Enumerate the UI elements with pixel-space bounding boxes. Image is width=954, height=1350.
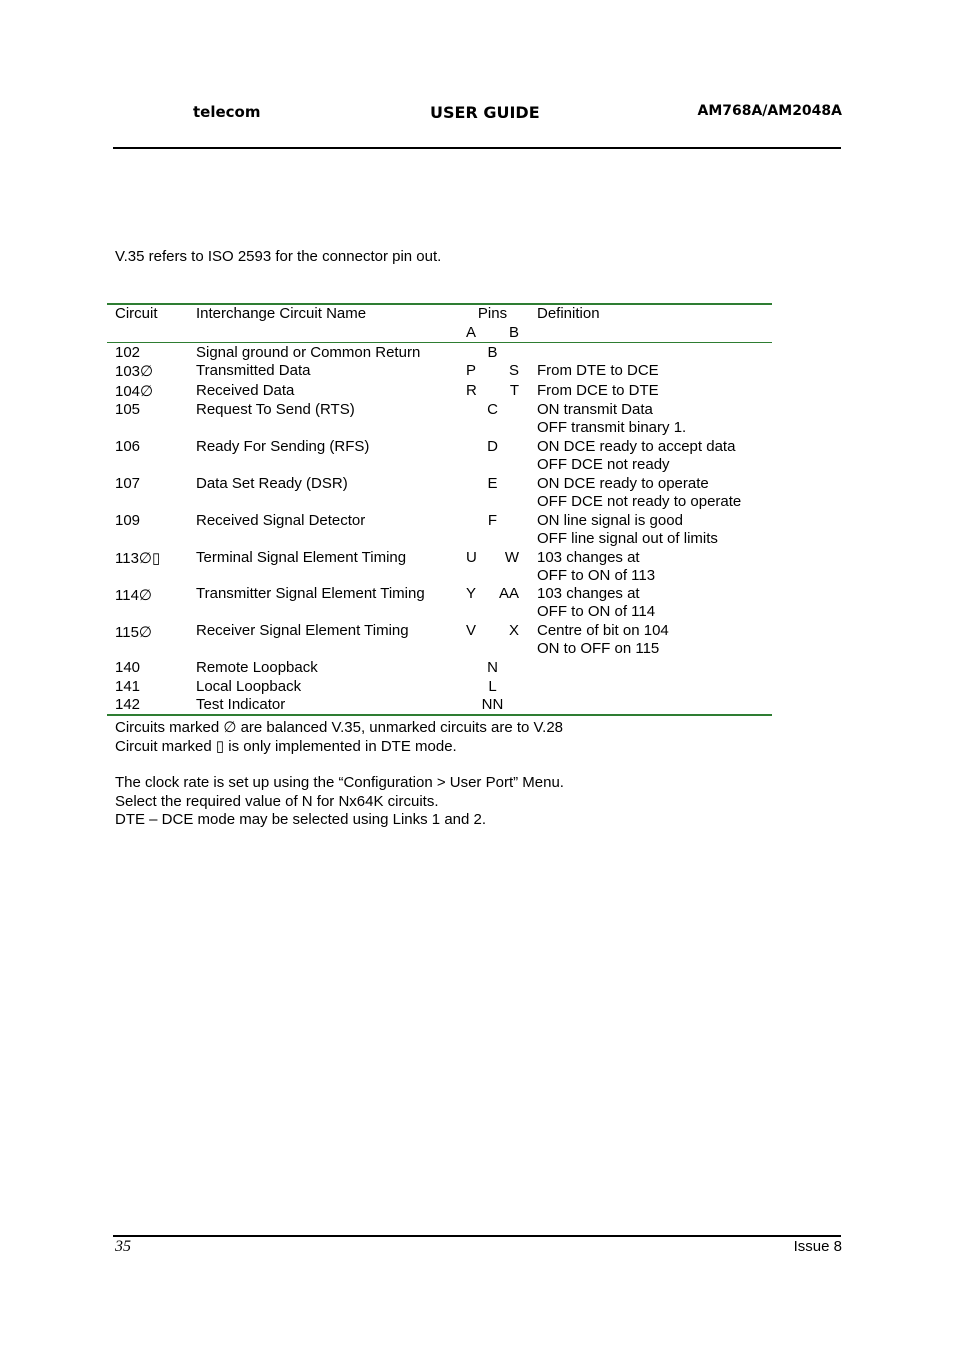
table-cell-definition: From DTE to DCE (537, 362, 659, 379)
table-cell-pin-b: X (508, 622, 519, 639)
table-header-pin-b: B (508, 324, 519, 341)
table-cell-pin: C (487, 401, 498, 418)
table-cell-definition-line2: ON to OFF on 115 (537, 640, 660, 657)
table-cell-definition-line2: OFF to ON of 113 (537, 567, 656, 584)
table-cell-pin-b: S (508, 362, 519, 379)
table-cell-definition: 103 changes at (537, 549, 640, 566)
table-cell-name: Receiver Signal Element Timing (196, 622, 409, 639)
table-cell-definition: ON DCE ready to operate (537, 475, 709, 492)
header-title: USER GUIDE (430, 103, 540, 122)
table-cell-circuit: 109 (115, 512, 141, 529)
table-cell-pin: D (487, 438, 498, 455)
table-cell-circuit: 103∅ (115, 363, 154, 380)
table-cell-name: Transmitted Data (196, 362, 311, 379)
footer-rule (113, 1235, 841, 1237)
table-cell-definition-line2: OFF to ON of 114 (537, 603, 656, 620)
table-cell-circuit: 106 (115, 438, 141, 455)
table-cell-circuit: 140 (115, 659, 141, 676)
intro-text: V.35 refers to ISO 2593 for the connector pin out. (115, 248, 442, 265)
header-model: AM768A/AM2048A (697, 103, 842, 119)
table-cell-circuit: 107 (115, 475, 141, 492)
table-cell-circuit: 141 (115, 678, 141, 695)
table-header-pins: Pins (477, 305, 508, 322)
table-cell-pin: L (488, 678, 497, 695)
table-cell-circuit: 142 (115, 696, 141, 713)
table-cell-name: Received Signal Detector (196, 512, 366, 529)
table-cell-definition-line2: OFF transmit binary 1. (537, 419, 687, 436)
table-cell-definition: From DCE to DTE (537, 382, 659, 399)
table-cell-pin-b: T (509, 382, 519, 399)
table-cell-pin: F (487, 512, 498, 529)
table-cell-pin: E (487, 475, 498, 492)
table-cell-definition: 103 changes at (537, 585, 640, 602)
table-cell-pin-b: W (504, 549, 519, 566)
table-cell-pin: B (487, 344, 498, 361)
table-cell-circuit: 104∅ (115, 383, 154, 400)
table-cell-circuit: 113∅▯ (115, 550, 161, 567)
table-cell-name: Local Loopback (196, 678, 302, 695)
table-cell-name: Signal ground or Common Return (196, 344, 421, 361)
table-cell-pin-a: V (466, 622, 477, 639)
table-cell-definition: ON line signal is good (537, 512, 683, 529)
table-cell-name: Request To Send (RTS) (196, 401, 355, 418)
config-note-nx64k: Select the required value of N for Nx64K circuits. (115, 793, 439, 810)
table-header-rule (107, 342, 772, 343)
issue-label: Issue 8 (793, 1238, 842, 1255)
table-cell-name: Transmitter Signal Element Timing (196, 585, 425, 602)
header-rule (113, 147, 841, 149)
table-cell-circuit: 115∅ (115, 624, 152, 641)
table-cell-name: Data Set Ready (DSR) (196, 475, 348, 492)
table-cell-name: Ready For Sending (RFS) (196, 438, 370, 455)
table-header-definition: Definition (537, 305, 600, 322)
table-cell-pin-a: Y (466, 585, 477, 602)
table-cell-name: Received Data (196, 382, 295, 399)
table-cell-pin-a: R (466, 382, 477, 399)
table-cell-pin: NN (481, 696, 504, 713)
table-cell-definition-line2: OFF DCE not ready (537, 456, 670, 473)
table-cell-circuit: 102 (115, 344, 141, 361)
table-cell-name: Remote Loopback (196, 659, 318, 676)
header-company: telecom (193, 103, 261, 121)
note-balanced: Circuits marked ∅ are balanced V.35, unmarked circuits are to V.28 (115, 719, 564, 736)
table-cell-circuit: 114∅ (115, 587, 152, 604)
table-cell-pin-b: AA (498, 585, 519, 602)
config-note-links: DTE – DCE mode may be selected using Links 1 and 2. (115, 811, 487, 828)
table-cell-definition-line2: OFF line signal out of limits (537, 530, 718, 547)
table-bottom-rule (107, 714, 772, 716)
note-dte-only: Circuit marked ▯ is only implemented in DTE mode. (115, 738, 457, 755)
table-header-name: Interchange Circuit Name (196, 305, 367, 322)
table-header-circuit: Circuit (115, 305, 158, 322)
table-cell-definition-line2: OFF DCE not ready to operate (537, 493, 742, 510)
table-cell-definition: Centre of bit on 104 (537, 622, 669, 639)
table-cell-circuit: 105 (115, 401, 141, 418)
config-note-clock: The clock rate is set up using the “Configuration > User Port” Menu. (115, 774, 564, 791)
table-cell-pin-a: U (466, 549, 477, 566)
table-cell-name: Terminal Signal Element Timing (196, 549, 407, 566)
table-cell-definition: ON transmit Data (537, 401, 653, 418)
page-number: 35 (115, 1238, 131, 1255)
table-cell-pin-a: P (466, 362, 477, 379)
table-cell-pin: N (487, 659, 498, 676)
table-header-pin-a: A (466, 324, 477, 341)
table-cell-definition: ON DCE ready to accept data (537, 438, 736, 455)
table-cell-name: Test Indicator (196, 696, 286, 713)
